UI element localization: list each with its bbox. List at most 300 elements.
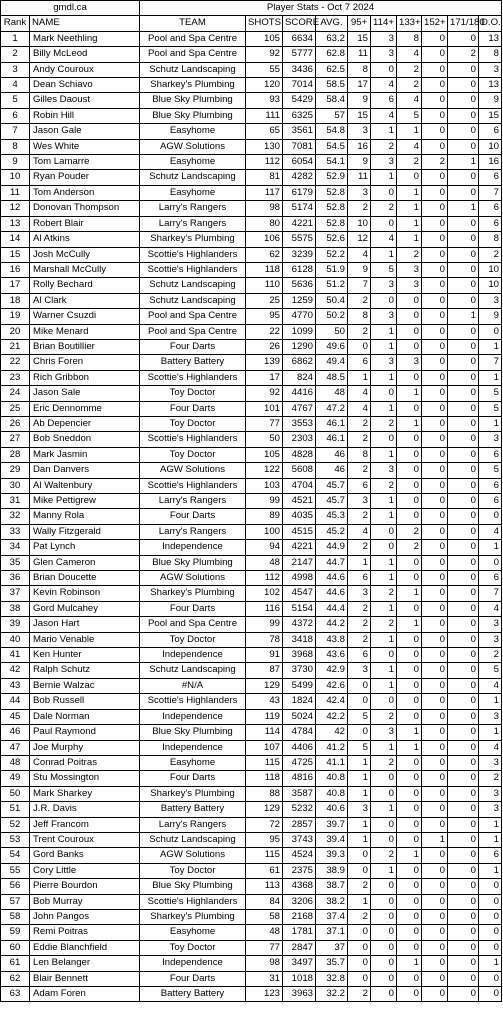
cell-114plus: 2 — [371, 586, 397, 601]
cell-95plus: 2 — [348, 463, 371, 478]
table-row — [1, 324, 502, 339]
cell-avg: 45.7 — [316, 494, 348, 509]
cell-do: 3 — [479, 709, 502, 724]
cell-avg: 39.7 — [316, 817, 348, 832]
cell-171-180: 0 — [448, 478, 479, 493]
cell-rank: 41 — [1, 648, 30, 663]
cell-do: 6 — [479, 170, 502, 185]
cell-shots: 77 — [246, 416, 283, 431]
cell-score: 5174 — [283, 201, 316, 216]
cell-152plus: 0 — [422, 678, 448, 693]
cell-152plus: 0 — [422, 324, 448, 339]
cell-score: 824 — [283, 370, 316, 385]
table-row — [1, 247, 502, 262]
cell-score: 3418 — [283, 632, 316, 647]
cell-team: Toy Doctor — [140, 416, 246, 431]
cell-171-180: 0 — [448, 601, 479, 616]
table-row — [1, 971, 502, 986]
cell-133plus: 0 — [397, 709, 422, 724]
cell-152plus: 0 — [422, 401, 448, 416]
cell-171-180: 0 — [448, 925, 479, 940]
cell-152plus: 0 — [422, 278, 448, 293]
cell-team: Scottie's Highlanders — [140, 478, 246, 493]
cell-do: 3 — [479, 786, 502, 801]
cell-152plus: 0 — [422, 339, 448, 354]
cell-152plus: 0 — [422, 124, 448, 139]
cell-133plus: 1 — [397, 216, 422, 231]
cell-95plus: 1 — [348, 832, 371, 847]
cell-score: 4521 — [283, 494, 316, 509]
cell-133plus: 0 — [397, 478, 422, 493]
cell-do: 13 — [479, 31, 502, 46]
cell-score: 6179 — [283, 185, 316, 200]
cell-shots: 94 — [246, 540, 283, 555]
cell-rank: 19 — [1, 309, 30, 324]
cell-114plus: 0 — [371, 971, 397, 986]
cell-rank: 10 — [1, 170, 30, 185]
cell-shots: 43 — [246, 694, 283, 709]
cell-171-180: 0 — [448, 802, 479, 817]
cell-avg: 44.4 — [316, 601, 348, 616]
cell-name: Al Clark — [30, 293, 140, 308]
cell-rank: 28 — [1, 447, 30, 462]
cell-95plus: 15 — [348, 108, 371, 123]
cell-do: 0 — [479, 987, 502, 1002]
cell-152plus: 0 — [422, 262, 448, 277]
cell-team: Sharkey's Plumbing — [140, 78, 246, 93]
cell-avg: 38.7 — [316, 879, 348, 894]
cell-171-180: 0 — [448, 93, 479, 108]
cell-171-180: 1 — [448, 201, 479, 216]
cell-rank: 51 — [1, 802, 30, 817]
cell-name: Marshall McCully — [30, 262, 140, 277]
cell-team: Four Darts — [140, 601, 246, 616]
cell-name: Bob Murray — [30, 894, 140, 909]
cell-team: #N/A — [140, 678, 246, 693]
cell-score: 2857 — [283, 817, 316, 832]
cell-shots: 95 — [246, 309, 283, 324]
cell-shots: 89 — [246, 509, 283, 524]
table-row — [1, 185, 502, 200]
cell-score: 5232 — [283, 802, 316, 817]
cell-avg: 37.4 — [316, 909, 348, 924]
cell-team: AGW Solutions — [140, 139, 246, 154]
cell-team: Larry's Rangers — [140, 216, 246, 231]
cell-avg: 44.6 — [316, 586, 348, 601]
cell-152plus: 0 — [422, 78, 448, 93]
cell-rank: 8 — [1, 139, 30, 154]
cell-152plus: 0 — [422, 971, 448, 986]
cell-152plus: 0 — [422, 663, 448, 678]
cell-152plus: 0 — [422, 93, 448, 108]
table-row — [1, 370, 502, 385]
cell-171-180: 0 — [448, 617, 479, 632]
cell-171-180: 0 — [448, 540, 479, 555]
cell-shots: 31 — [246, 971, 283, 986]
cell-score: 3436 — [283, 62, 316, 77]
cell-name: Jason Hart — [30, 617, 140, 632]
cell-name: Conrad Poitras — [30, 755, 140, 770]
cell-114plus: 1 — [371, 509, 397, 524]
cell-score: 4547 — [283, 586, 316, 601]
cell-shots: 92 — [246, 47, 283, 62]
cell-score: 4784 — [283, 725, 316, 740]
cell-133plus: 0 — [397, 771, 422, 786]
cell-133plus: 0 — [397, 909, 422, 924]
cell-rank: 12 — [1, 201, 30, 216]
cell-114plus: 1 — [371, 571, 397, 586]
cell-rank: 48 — [1, 755, 30, 770]
cell-133plus: 0 — [397, 786, 422, 801]
cell-avg: 52.2 — [316, 247, 348, 262]
cell-152plus: 0 — [422, 47, 448, 62]
cell-shots: 115 — [246, 848, 283, 863]
cell-team: Scottie's Highlanders — [140, 262, 246, 277]
cell-shots: 112 — [246, 571, 283, 586]
cell-team: Battery Battery — [140, 987, 246, 1002]
cell-team: Scottie's Highlanders — [140, 247, 246, 262]
cell-team: Blue Sky Plumbing — [140, 879, 246, 894]
cell-shots: 105 — [246, 447, 283, 462]
cell-114plus: 0 — [371, 832, 397, 847]
column-header-avg: AVG. — [316, 16, 348, 31]
cell-avg: 51.2 — [316, 278, 348, 293]
cell-114plus: 0 — [371, 894, 397, 909]
cell-133plus: 2 — [397, 155, 422, 170]
table-row — [1, 678, 502, 693]
cell-name: Dean Schiavo — [30, 78, 140, 93]
cell-do: 4 — [479, 524, 502, 539]
cell-95plus: 1 — [348, 555, 371, 570]
cell-133plus: 3 — [397, 355, 422, 370]
cell-team: Pool and Spa Centre — [140, 31, 246, 46]
cell-95plus: 1 — [348, 786, 371, 801]
cell-score: 5636 — [283, 278, 316, 293]
cell-133plus: 1 — [397, 617, 422, 632]
site-name: gmdl.ca — [1, 1, 140, 16]
cell-shots: 102 — [246, 586, 283, 601]
cell-shots: 103 — [246, 478, 283, 493]
cell-rank: 53 — [1, 832, 30, 847]
cell-shots: 120 — [246, 78, 283, 93]
cell-team: AGW Solutions — [140, 571, 246, 586]
table-row — [1, 571, 502, 586]
cell-avg: 57 — [316, 108, 348, 123]
table-row — [1, 509, 502, 524]
cell-shots: 139 — [246, 355, 283, 370]
cell-133plus: 0 — [397, 401, 422, 416]
table-row — [1, 586, 502, 601]
cell-do: 1 — [479, 416, 502, 431]
cell-114plus: 3 — [371, 278, 397, 293]
table-row — [1, 447, 502, 462]
cell-score: 4372 — [283, 617, 316, 632]
cell-rank: 26 — [1, 416, 30, 431]
table-row — [1, 709, 502, 724]
cell-shots: 115 — [246, 755, 283, 770]
cell-rank: 32 — [1, 509, 30, 524]
cell-team: Four Darts — [140, 509, 246, 524]
cell-133plus: 0 — [397, 832, 422, 847]
cell-171-180: 0 — [448, 170, 479, 185]
column-header-team: TEAM — [140, 16, 246, 31]
cell-team: Toy Doctor — [140, 940, 246, 955]
cell-do: 6 — [479, 216, 502, 231]
cell-name: Ralph Schutz — [30, 663, 140, 678]
cell-95plus: 3 — [348, 124, 371, 139]
cell-avg: 37.1 — [316, 925, 348, 940]
cell-rank: 27 — [1, 432, 30, 447]
cell-95plus: 2 — [348, 632, 371, 647]
cell-171-180: 0 — [448, 678, 479, 693]
cell-name: Brian Boutillier — [30, 339, 140, 354]
cell-95plus: 2 — [348, 324, 371, 339]
cell-171-180: 0 — [448, 848, 479, 863]
cell-171-180: 0 — [448, 894, 479, 909]
cell-95plus: 6 — [348, 478, 371, 493]
cell-95plus: 6 — [348, 648, 371, 663]
cell-team: Pool and Spa Centre — [140, 309, 246, 324]
cell-shots: 87 — [246, 663, 283, 678]
cell-shots: 130 — [246, 139, 283, 154]
cell-95plus: 11 — [348, 47, 371, 62]
cell-avg: 45.7 — [316, 478, 348, 493]
cell-shots: 58 — [246, 909, 283, 924]
cell-avg: 41.2 — [316, 740, 348, 755]
cell-shots: 116 — [246, 601, 283, 616]
cell-133plus: 0 — [397, 293, 422, 308]
cell-shots: 107 — [246, 740, 283, 755]
cell-shots: 26 — [246, 339, 283, 354]
cell-171-180: 0 — [448, 879, 479, 894]
cell-rank: 43 — [1, 678, 30, 693]
cell-114plus: 3 — [371, 355, 397, 370]
cell-95plus: 0 — [348, 678, 371, 693]
cell-rank: 25 — [1, 401, 30, 416]
cell-114plus: 3 — [371, 725, 397, 740]
cell-name: Chris Foren — [30, 355, 140, 370]
cell-name: Ken Hunter — [30, 648, 140, 663]
cell-114plus: 1 — [371, 124, 397, 139]
cell-133plus: 0 — [397, 987, 422, 1002]
cell-rank: 1 — [1, 31, 30, 46]
cell-rank: 38 — [1, 601, 30, 616]
table-row — [1, 278, 502, 293]
cell-114plus: 1 — [371, 601, 397, 616]
table-row — [1, 124, 502, 139]
cell-score: 3239 — [283, 247, 316, 262]
cell-name: Stu Mossington — [30, 771, 140, 786]
cell-avg: 54.1 — [316, 155, 348, 170]
table-row — [1, 555, 502, 570]
cell-team: Pool and Spa Centre — [140, 324, 246, 339]
cell-171-180: 0 — [448, 694, 479, 709]
table-row — [1, 863, 502, 878]
cell-do: 6 — [479, 201, 502, 216]
cell-avg: 51.9 — [316, 262, 348, 277]
cell-171-180: 1 — [448, 309, 479, 324]
cell-114plus: 1 — [371, 740, 397, 755]
cell-rank: 42 — [1, 663, 30, 678]
cell-score: 4816 — [283, 771, 316, 786]
cell-score: 5575 — [283, 232, 316, 247]
cell-team: Easyhome — [140, 755, 246, 770]
cell-rank: 20 — [1, 324, 30, 339]
cell-score: 4406 — [283, 740, 316, 755]
cell-shots: 129 — [246, 802, 283, 817]
cell-score: 5499 — [283, 678, 316, 693]
cell-shots: 98 — [246, 201, 283, 216]
cell-team: Independence — [140, 740, 246, 755]
cell-team: Larry's Rangers — [140, 524, 246, 539]
cell-name: Dan Danvers — [30, 463, 140, 478]
cell-95plus: 1 — [348, 771, 371, 786]
cell-171-180: 0 — [448, 632, 479, 647]
cell-do: 0 — [479, 879, 502, 894]
cell-avg: 62.8 — [316, 47, 348, 62]
cell-152plus: 0 — [422, 185, 448, 200]
cell-133plus: 0 — [397, 571, 422, 586]
cell-name: Dale Norman — [30, 709, 140, 724]
cell-114plus: 5 — [371, 262, 397, 277]
cell-avg: 52.9 — [316, 170, 348, 185]
cell-95plus: 1 — [348, 755, 371, 770]
cell-133plus: 0 — [397, 339, 422, 354]
cell-score: 4524 — [283, 848, 316, 863]
cell-avg: 50.4 — [316, 293, 348, 308]
cell-133plus: 0 — [397, 802, 422, 817]
cell-score: 3497 — [283, 956, 316, 971]
cell-152plus: 0 — [422, 802, 448, 817]
cell-do: 0 — [479, 555, 502, 570]
cell-score: 3553 — [283, 416, 316, 431]
cell-name: Brian Doucette — [30, 571, 140, 586]
cell-152plus: 0 — [422, 355, 448, 370]
cell-avg: 54.5 — [316, 139, 348, 154]
cell-133plus: 2 — [397, 524, 422, 539]
cell-team: Larry's Rangers — [140, 817, 246, 832]
cell-152plus: 0 — [422, 432, 448, 447]
cell-name: Jeff Francom — [30, 817, 140, 832]
cell-133plus: 3 — [397, 262, 422, 277]
cell-171-180: 0 — [448, 571, 479, 586]
cell-133plus: 0 — [397, 879, 422, 894]
cell-do: 1 — [479, 370, 502, 385]
cell-152plus: 0 — [422, 555, 448, 570]
cell-95plus: 2 — [348, 201, 371, 216]
table-row — [1, 802, 502, 817]
cell-name: Rich Gribbon — [30, 370, 140, 385]
cell-133plus: 0 — [397, 971, 422, 986]
table-row — [1, 309, 502, 324]
cell-171-180: 0 — [448, 987, 479, 1002]
cell-114plus: 0 — [371, 694, 397, 709]
cell-team: Four Darts — [140, 401, 246, 416]
cell-avg: 58.4 — [316, 93, 348, 108]
table-row — [1, 494, 502, 509]
cell-score: 3206 — [283, 894, 316, 909]
cell-name: Billy McLeod — [30, 47, 140, 62]
cell-score: 6128 — [283, 262, 316, 277]
cell-avg: 45.3 — [316, 509, 348, 524]
table-row — [1, 416, 502, 431]
cell-score: 3587 — [283, 786, 316, 801]
cell-team: Easyhome — [140, 925, 246, 940]
cell-do: 6 — [479, 447, 502, 462]
cell-171-180: 0 — [448, 232, 479, 247]
cell-rank: 15 — [1, 247, 30, 262]
cell-152plus: 0 — [422, 447, 448, 462]
cell-95plus: 4 — [348, 401, 371, 416]
cell-score: 2303 — [283, 432, 316, 447]
cell-152plus: 0 — [422, 879, 448, 894]
cell-95plus: 0 — [348, 863, 371, 878]
cell-152plus: 0 — [422, 494, 448, 509]
cell-114plus: 4 — [371, 78, 397, 93]
cell-152plus: 0 — [422, 817, 448, 832]
cell-do: 10 — [479, 262, 502, 277]
cell-avg: 54.8 — [316, 124, 348, 139]
cell-name: Tom Lamarre — [30, 155, 140, 170]
cell-95plus: 7 — [348, 278, 371, 293]
column-header-do: D.O. — [479, 16, 502, 31]
cell-shots: 98 — [246, 956, 283, 971]
cell-shots: 48 — [246, 555, 283, 570]
column-header-171-180: 171/180 — [448, 16, 479, 31]
cell-avg: 32.8 — [316, 971, 348, 986]
table-row — [1, 925, 502, 940]
cell-do: 1 — [479, 832, 502, 847]
cell-rank: 3 — [1, 62, 30, 77]
cell-rank: 14 — [1, 232, 30, 247]
cell-name: Mark Neethling — [30, 31, 140, 46]
cell-do: 1 — [479, 694, 502, 709]
cell-team: Schutz Landscaping — [140, 170, 246, 185]
cell-95plus: 6 — [348, 355, 371, 370]
table-row — [1, 339, 502, 354]
cell-95plus: 2 — [348, 617, 371, 632]
cell-114plus: 1 — [371, 247, 397, 262]
cell-133plus: 0 — [397, 632, 422, 647]
cell-114plus: 1 — [371, 370, 397, 385]
cell-133plus: 0 — [397, 755, 422, 770]
cell-152plus: 1 — [422, 832, 448, 847]
cell-rank: 23 — [1, 370, 30, 385]
cell-95plus: 8 — [348, 447, 371, 462]
cell-name: Wally Fitzgerald — [30, 524, 140, 539]
cell-rank: 61 — [1, 956, 30, 971]
column-header-rank: Rank — [1, 16, 30, 31]
cell-133plus: 1 — [397, 740, 422, 755]
cell-name: Manny Rola — [30, 509, 140, 524]
cell-score: 6862 — [283, 355, 316, 370]
table-row — [1, 62, 502, 77]
cell-shots: 106 — [246, 232, 283, 247]
cell-avg: 58.5 — [316, 78, 348, 93]
cell-171-180: 0 — [448, 386, 479, 401]
cell-shots: 105 — [246, 31, 283, 46]
cell-95plus: 2 — [348, 879, 371, 894]
cell-114plus: 2 — [371, 755, 397, 770]
cell-133plus: 3 — [397, 278, 422, 293]
cell-95plus: 0 — [348, 694, 371, 709]
cell-152plus: 0 — [422, 755, 448, 770]
cell-team: Pool and Spa Centre — [140, 47, 246, 62]
cell-114plus: 2 — [371, 617, 397, 632]
cell-do: 0 — [479, 940, 502, 955]
cell-95plus: 3 — [348, 663, 371, 678]
cell-171-180: 0 — [448, 786, 479, 801]
